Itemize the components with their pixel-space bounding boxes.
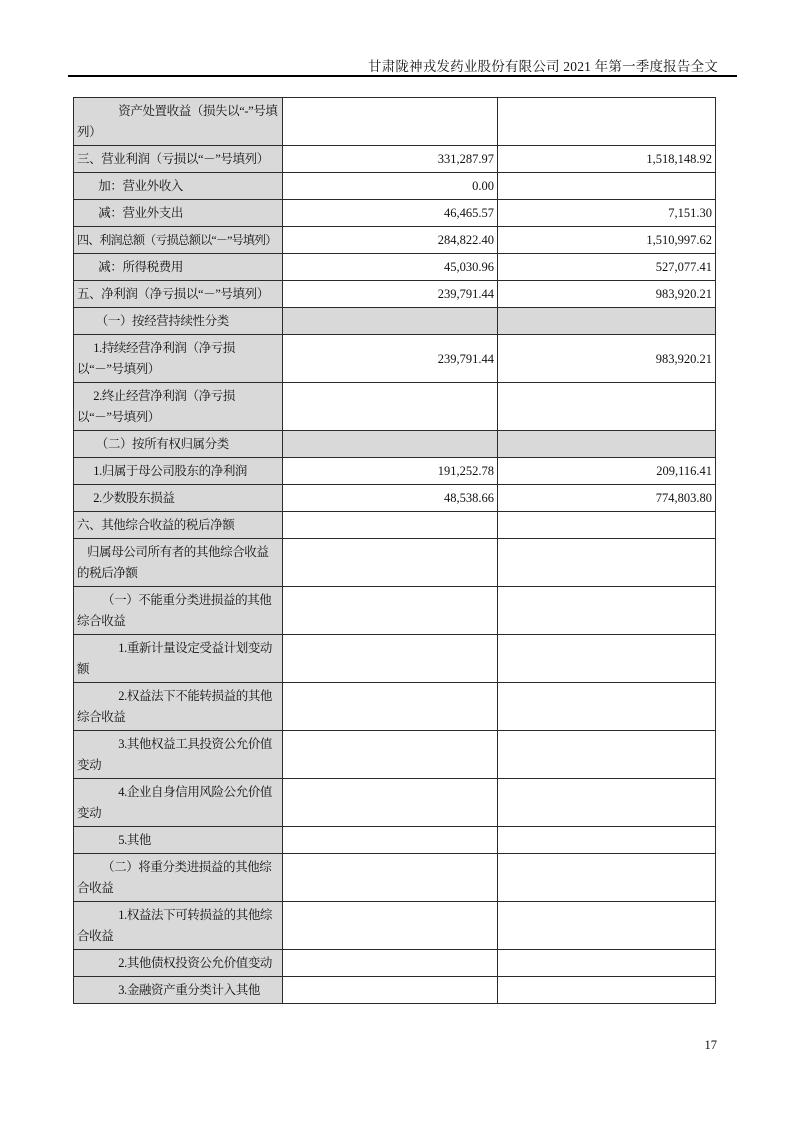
row-label: 3.金融资产重分类计入其他 <box>74 977 283 1004</box>
row-label: 3.其他权益工具投资公允价值变动 <box>74 731 283 779</box>
value-col-2 <box>498 731 716 779</box>
report-header-title: 甘肃陇神戎发药业股份有限公司 2021 年第一季度报告全文 <box>367 59 718 74</box>
table-row <box>74 383 716 431</box>
value-col-1 <box>283 587 498 635</box>
value-col-1: 239,791.44 <box>283 335 498 383</box>
row-label: 4.企业自身信用风险公允价值变动 <box>74 779 283 827</box>
financial-table-body <box>74 98 716 1004</box>
table-row <box>74 683 716 731</box>
value-col-2: 1,510,997.62 <box>498 227 716 254</box>
financial-table <box>73 97 716 1004</box>
value-col-1 <box>283 383 498 431</box>
value-col-1 <box>283 431 498 458</box>
value-col-1: 331,287.97 <box>283 146 498 173</box>
value-col-2 <box>498 902 716 950</box>
table-row <box>74 977 716 1004</box>
value-col-1 <box>283 779 498 827</box>
row-label: 2.少数股东损益 <box>74 485 283 512</box>
row-label: 四、利润总额（亏损总额以“－”号填列） <box>74 227 283 254</box>
table-row <box>74 98 716 146</box>
row-label: 5.其他 <box>74 827 283 854</box>
table-row <box>74 173 716 200</box>
table-row <box>74 281 716 308</box>
value-col-1 <box>283 854 498 902</box>
value-col-2 <box>498 383 716 431</box>
row-label: 五、净利润（净亏损以“－”号填列） <box>74 281 283 308</box>
table-row <box>74 635 716 683</box>
value-col-1 <box>283 308 498 335</box>
row-label: （二）将重分类进损益的其他综合收益 <box>74 854 283 902</box>
value-col-2 <box>498 779 716 827</box>
table-row <box>74 587 716 635</box>
value-col-2 <box>498 173 716 200</box>
value-col-1 <box>283 902 498 950</box>
value-col-2: 983,920.21 <box>498 335 716 383</box>
value-col-1 <box>283 977 498 1004</box>
row-label: 资产处置收益（损失以“-”号填列） <box>74 98 283 146</box>
table-row <box>74 512 716 539</box>
page-number: 17 <box>704 1038 717 1052</box>
table-row <box>74 431 716 458</box>
table-row <box>74 827 716 854</box>
table-row <box>74 902 716 950</box>
row-label: 减：营业外支出 <box>74 200 283 227</box>
row-label: 归属母公司所有者的其他综合收益的税后净额 <box>74 539 283 587</box>
value-col-1: 45,030.96 <box>283 254 498 281</box>
table-row <box>74 539 716 587</box>
row-label: （一）按经营持续性分类 <box>74 308 283 335</box>
value-col-1 <box>283 635 498 683</box>
table-row <box>74 227 716 254</box>
value-col-2 <box>498 431 716 458</box>
value-col-1 <box>283 683 498 731</box>
value-col-2 <box>498 587 716 635</box>
value-col-1 <box>283 98 498 146</box>
value-col-2 <box>498 308 716 335</box>
value-col-1 <box>283 731 498 779</box>
value-col-2 <box>498 827 716 854</box>
value-col-1: 0.00 <box>283 173 498 200</box>
value-col-2 <box>498 539 716 587</box>
row-label: 1.归属于母公司股东的净利润 <box>74 458 283 485</box>
row-label: 1.持续经营净利润（净亏损以“－”号填列） <box>74 335 283 383</box>
table-row <box>74 254 716 281</box>
table-row <box>74 308 716 335</box>
value-col-2: 774,803.80 <box>498 485 716 512</box>
value-col-1: 46,465.57 <box>283 200 498 227</box>
value-col-1 <box>283 539 498 587</box>
value-col-1: 48,538.66 <box>283 485 498 512</box>
table-row <box>74 485 716 512</box>
row-label: （二）按所有权归属分类 <box>74 431 283 458</box>
table-row <box>74 335 716 383</box>
value-col-2 <box>498 977 716 1004</box>
value-col-1: 191,252.78 <box>283 458 498 485</box>
row-label: 减：所得税费用 <box>74 254 283 281</box>
table-row <box>74 146 716 173</box>
value-col-1: 239,791.44 <box>283 281 498 308</box>
value-col-2 <box>498 683 716 731</box>
row-label: 1.权益法下可转损益的其他综合收益 <box>74 902 283 950</box>
value-col-2 <box>498 635 716 683</box>
row-label: 2.其他债权投资公允价值变动 <box>74 950 283 977</box>
row-label: 加：营业外收入 <box>74 173 283 200</box>
table-row <box>74 950 716 977</box>
row-label: （一）不能重分类进损益的其他综合收益 <box>74 587 283 635</box>
table-row <box>74 200 716 227</box>
value-col-2 <box>498 854 716 902</box>
table-row <box>74 854 716 902</box>
value-col-2: 983,920.21 <box>498 281 716 308</box>
value-col-2 <box>498 98 716 146</box>
table-row <box>74 458 716 485</box>
value-col-1 <box>283 827 498 854</box>
table-row <box>74 731 716 779</box>
row-label: 2.权益法下不能转损益的其他综合收益 <box>74 683 283 731</box>
row-label: 2.终止经营净利润（净亏损以“－”号填列） <box>74 383 283 431</box>
value-col-2: 1,518,148.92 <box>498 146 716 173</box>
value-col-2 <box>498 950 716 977</box>
table-row <box>74 779 716 827</box>
value-col-2 <box>498 512 716 539</box>
row-label: 六、其他综合收益的税后净额 <box>74 512 283 539</box>
row-label: 三、营业利润（亏损以“－”号填列） <box>74 146 283 173</box>
value-col-2: 209,116.41 <box>498 458 716 485</box>
value-col-2: 7,151.30 <box>498 200 716 227</box>
row-label: 1.重新计量设定受益计划变动额 <box>74 635 283 683</box>
value-col-1: 284,822.40 <box>283 227 498 254</box>
value-col-1 <box>283 512 498 539</box>
value-col-1 <box>283 950 498 977</box>
value-col-2: 527,077.41 <box>498 254 716 281</box>
header-rule <box>68 75 737 77</box>
